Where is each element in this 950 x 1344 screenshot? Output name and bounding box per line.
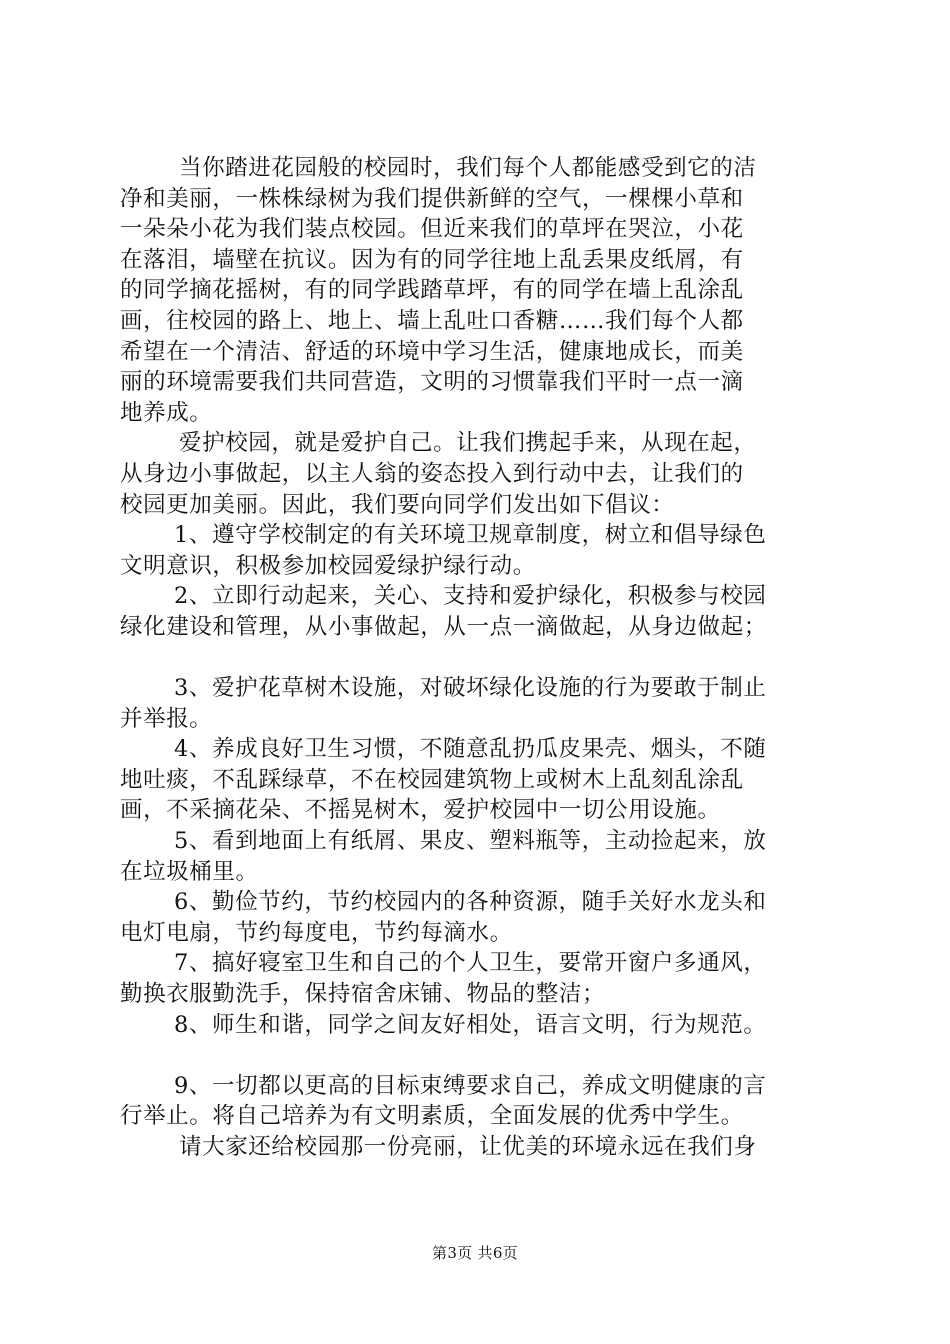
text-line: 当你踏进花园般的校园时，我们每个人都能感受到它的洁 <box>179 155 757 181</box>
blank-line <box>120 643 840 674</box>
text-line: 4、养成良好卫生习惯，不随意乱扔瓜皮果壳、烟头，不随 <box>174 736 767 763</box>
text-line: 3、爱护花草树木设施，对破坏绿化设施的行为要敢于制止 <box>174 675 767 702</box>
text-line: 9、一切都以更高的目标束缚要求自己，养成文明健康的言 <box>174 1072 767 1099</box>
text-line: 校园更加美丽。因此，我们要向同学们发出如下倡议： <box>120 491 675 518</box>
text-line: 并举报。 <box>120 705 213 732</box>
text-line: 文明意识，积极参加校园爱绿护绿行动。 <box>120 552 536 579</box>
text-line: 丽的环境需要我们共同营造，文明的习惯靠我们平时一点一滴 <box>120 369 744 396</box>
text-line: 净和美丽，一株株绿树为我们提供新鲜的空气，一棵棵小草和 <box>120 185 744 212</box>
text-line: 绿化建设和管理，从小事做起，从一点一滴做起，从身边做起； <box>120 613 767 640</box>
text-line: 爱护校园，就是爱护自己。让我们携起手来，从现在起， <box>179 430 757 457</box>
text-line: 希望在一个清洁、舒适的环境中学习生活，健康地成长，而美 <box>120 338 744 365</box>
blank-line <box>120 1040 840 1071</box>
text-line: 8、师生和谐，同学之间友好相处，语言文明，行为规范。 <box>174 1011 767 1038</box>
document-body <box>120 153 840 1163</box>
text-line: 1、遵守学校制定的有关环境卫规章制度，树立和倡导绿色 <box>174 522 767 549</box>
text-line: 在落泪，墙壁在抗议。因为有的同学往地上乱丢果皮纸屑，有 <box>120 246 744 273</box>
text-line: 行举止。将自己培养为有文明素质，全面发展的优秀中学生。 <box>120 1103 744 1130</box>
text-line: 的同学摘花摇树，有的同学践踏草坪，有的同学在墙上乱涂乱 <box>120 277 744 304</box>
text-line: 电灯电扇，节约每度电，节约每滴水。 <box>120 919 513 946</box>
text-line: 6、勤俭节约，节约校园内的各种资源，随手关好水龙头和 <box>174 889 767 916</box>
text-line: 画，不采摘花朵、不摇晃树木，爱护校园中一切公用设施。 <box>120 797 721 824</box>
text-line: 地吐痰，不乱踩绿草，不在校园建筑物上或树木上乱刻乱涂乱 <box>120 766 744 793</box>
text-line: 在垃圾桶里。 <box>120 858 259 885</box>
text-line: 从身边小事做起，以主人翁的姿态投入到行动中去，让我们的 <box>120 460 744 487</box>
text-line: 勤换衣服勤洗手，保持宿舍床铺、物品的整洁； <box>120 981 606 1008</box>
text-line: 画，往校园的路上、地上、墙上乱吐口香糖……我们每个人都 <box>120 307 744 334</box>
text-line: 5、看到地面上有纸屑、果皮、塑料瓶等，主动捡起来，放 <box>174 828 767 855</box>
text-line: 一朵朵小花为我们装点校园。但近来我们的草坪在哭泣，小花 <box>120 216 744 243</box>
text-line: 2、立即行动起来，关心、支持和爱护绿化，积极参与校园 <box>174 583 767 610</box>
page-footer: 第3页 共6页 <box>432 1244 518 1262</box>
text-line: 请大家还给校园那一份亮丽，让优美的环境永远在我们身 <box>179 1134 757 1160</box>
text-line: 7、搞好寝室卫生和自己的个人卫生，要常开窗户多通风， <box>174 950 767 977</box>
text-line: 地养成。 <box>120 399 213 426</box>
